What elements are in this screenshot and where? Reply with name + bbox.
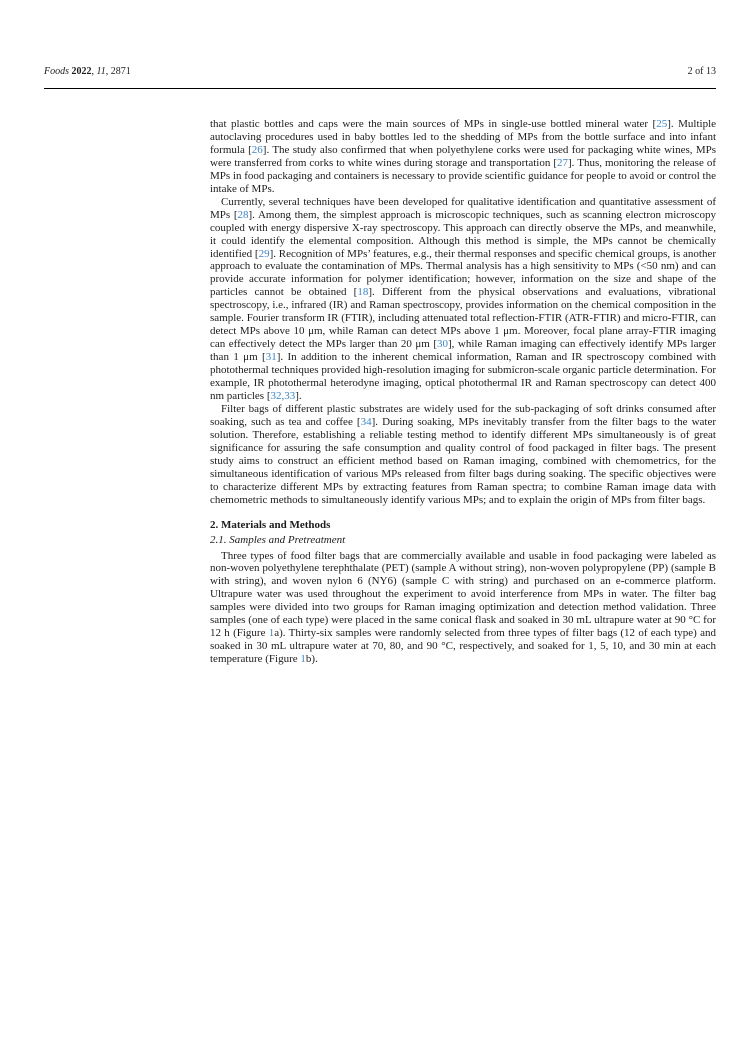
text-run: ]. In addition to the inherent chemical information, Raman and IR spectroscopy combined with photothermal techniques provided high-resolution imaging for submicron-scale organic particle determination. For example, IR photothermal heterodyne imaging, optical photothermal IR and Raman spectroscopy can detect 400 nm particles [ (210, 351, 716, 403)
page-number: 2 of 13 (687, 66, 716, 77)
text-run: ]. Recognition of MPs’ features, e.g., their thermal responses and specific chemical groups, is another approach to evaluate the contamination of MPs. Thermal analysis has a high sensitivity to MPs (<50 nm) and can provide accurate information for polymer identification; however, information on the size and shape of the particles cannot be obtained [ (210, 247, 716, 299)
text-run: ], while Raman imaging can effectively identify MPs larger than 1 μm [ (210, 338, 716, 364)
text-run: ]. Multiple autoclaving procedures used in baby bottles led to the shedding of MPs from the bottle surface and into infant formula [ (210, 118, 717, 156)
text-run: ]. During soaking, MPs inevitably transfer from the filter bags to the water solution. Therefore, establishing a reliable testing method to identify different MPs simultaneously is of great significance for assuring the safe consumption and quality control of food packaged in filter bags. The present study aims to construct an efficient method based on Raman imaging, combined with chemometrics, for the simultaneous identification of various MPs released from filter bags during soaking. The specific objectives were to characterize different MPs by extracting features from Raman spectra; to combine Raman image data with chemometric methods to simultaneously identify various MPs; and to explain the origin of MPs from filter bags. (210, 415, 716, 506)
journal-citation-segment: 11 (96, 66, 106, 77)
text-run: Three types of food filter bags that are commercially available and usable in food packaging were labeled as non-woven polyethylene terephthalate (PET) (sample A without string), non-woven polypropylene (PP) (sample B with string), and woven nylon 6 (NY6) (sample C with string) and purchased on an e-commerce platform. Ultrapure water was used throughout the experiment to avoid interference from MPs in water. The filter bag samples were divided into two groups for Raman imaging optimization and detection method validation. Three samples (one of each type) were placed in the same conical flask and soaked in 30 mL ultrapure water at 90 °C for 12 h (Figure (210, 549, 716, 640)
journal-citation (44, 66, 131, 78)
article-body (210, 118, 716, 666)
text-run: ]. Thus, monitoring the release of MPs in food packaging and containers is necessary to provide scientific guidance for people to avoid or control the intake of MPs. (210, 156, 717, 195)
paragraph (210, 550, 716, 667)
text-run: a). Thirty-six samples were randomly selected from three types of filter bags (12 of each type) and soaked in 30 mL ultrapure water at 70, 80, and 90 °C, respectively, and soaked for 1, 5, 10, and 30 min at each temperature (Figure (210, 627, 716, 666)
text-run: ]. Different from the physical observations and evaluations, vibrational spectroscopy, i.e., infrared (IR) and Raman spectroscopy, provides information on the chemical composition in the sample. Fourier transform IR (FTIR), including attenuated total reflection-FTIR (ATR-FTIR) and micro-FTIR, can detect MPs above 10 μm, while Raman can detect MPs above 1 μm. Moreover, focal plane array-FTIR imaging can effectively detect the MPs larger than 20 μm [ (210, 286, 716, 351)
citation-link[interactable]: 1 (268, 627, 275, 640)
citation-link[interactable]: 1 (300, 653, 306, 666)
text-run: ]. The study also confirmed that when polyethylene corks were used for packaging white wines, MPs were transferred from corks to white wines during storage and transportation [ (210, 143, 716, 169)
text-run: Currently, several techniques have been developed for qualitative identification and quantitative assessment of MPs [ (210, 195, 716, 221)
citation-link[interactable]: 30 (436, 338, 448, 351)
journal-citation-segment: Foods (44, 66, 72, 77)
subsection-heading: 2.1. Samples and Pretreatment (210, 533, 346, 546)
citation-link[interactable]: 28 (237, 208, 249, 221)
citation-link[interactable]: 29 (258, 247, 270, 260)
journal-citation-segment: , (91, 66, 97, 77)
page-header (44, 66, 716, 78)
section-heading: 2. Materials and Methods (210, 518, 331, 531)
text-run: ]. Among them, the simplest approach is microscopic techniques, such as scanning electron microscopy coupled with energy dispersive X-ray spectroscopy. This approach can directly observe the MPs, and meanwhile, it could identify the elemental composition. Although this method is simple, the MPs cannot be chemically identified [ (210, 208, 716, 260)
citation-link[interactable]: 27 (557, 156, 569, 169)
text-run: that plastic bottles and caps were the main sources of MPs in single-use bottled mineral water [ (210, 118, 657, 130)
text-run: ]. (295, 390, 302, 403)
citation-link[interactable]: 34 (360, 415, 372, 428)
paragraph (210, 118, 716, 196)
citation-link[interactable]: 32,33 (270, 390, 296, 403)
citation-link[interactable]: 31 (265, 351, 277, 364)
citation-link[interactable]: 26 (251, 143, 263, 156)
journal-citation-segment: , 2871 (105, 66, 131, 77)
text-run: Filter bags of different plastic substrates are widely used for the sub-packaging of soft drinks consumed after soaking, such as tea and coffee [ (210, 402, 716, 428)
text-run: b). (305, 653, 318, 666)
header-rule (44, 88, 716, 89)
journal-citation-segment: 2022 (71, 66, 92, 77)
citation-link[interactable]: 25 (656, 118, 668, 130)
paragraph (210, 196, 716, 403)
citation-link[interactable]: 18 (357, 286, 369, 299)
paragraph (210, 403, 716, 507)
